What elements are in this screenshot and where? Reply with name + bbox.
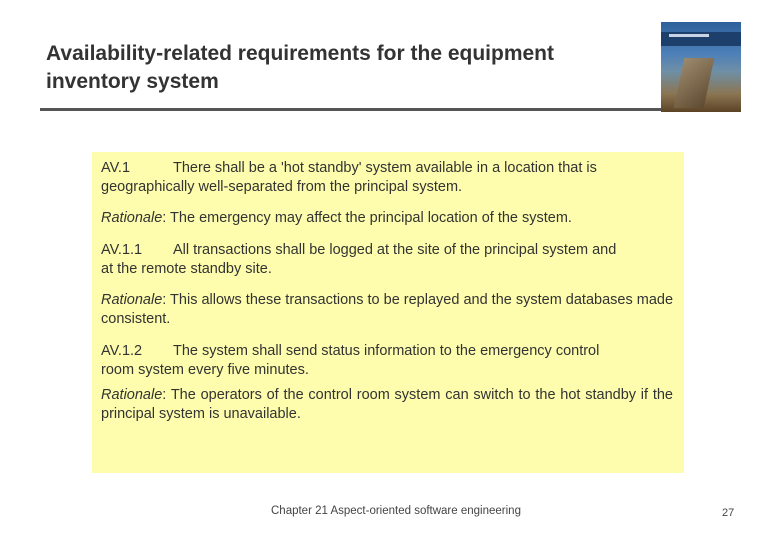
slide-footer: Chapter 21 Aspect-oriented software engineering	[271, 505, 521, 517]
requirements-box	[92, 152, 684, 473]
cover-small-text	[669, 34, 709, 37]
slide-title-line1: Availability-related requirements for the equipment	[46, 42, 554, 65]
slide-title-line2: inventory system	[46, 70, 219, 93]
page-number: 27	[722, 507, 735, 519]
rationale-av1	[101, 209, 673, 228]
rationale-text: : The emergency may affect the principal location of the system.	[162, 210, 572, 226]
slide-title	[46, 40, 646, 96]
cover-structure	[674, 58, 715, 108]
requirement-text-first: The system shall send status information to the emergency control	[173, 343, 600, 359]
rationale-av12	[101, 386, 673, 424]
rationale-text: : This allows these transactions to be replayed and the system databases made consistent.	[101, 292, 674, 327]
rationale-text: : The operators of the control room system can switch to the hot standby if the principal system is unavailable.	[101, 387, 673, 422]
rationale-label: Rationale	[101, 292, 163, 308]
book-cover-image	[661, 22, 741, 112]
requirement-text-first: All transactions shall be logged at the site of the principal system and	[173, 242, 617, 258]
requirement-av11	[101, 241, 673, 279]
rationale-av11	[101, 291, 673, 329]
requirement-text-rest: at the remote standby site.	[101, 261, 272, 277]
requirement-id: AV.1.2	[101, 343, 143, 359]
requirement-text-rest: room system every five minutes.	[101, 362, 309, 378]
requirement-id: AV.1.1	[101, 242, 143, 258]
requirement-id: AV.1	[101, 160, 131, 176]
rationale-label: Rationale	[101, 210, 163, 226]
requirement-av12	[101, 342, 673, 380]
requirement-text-first: There shall be a 'hot standby' system available in a location that is	[173, 160, 597, 176]
title-divider	[40, 108, 662, 111]
requirement-text-rest: geographically well-separated from the principal system.	[101, 179, 463, 195]
requirement-av1	[101, 159, 673, 197]
rationale-label: Rationale	[101, 387, 163, 403]
